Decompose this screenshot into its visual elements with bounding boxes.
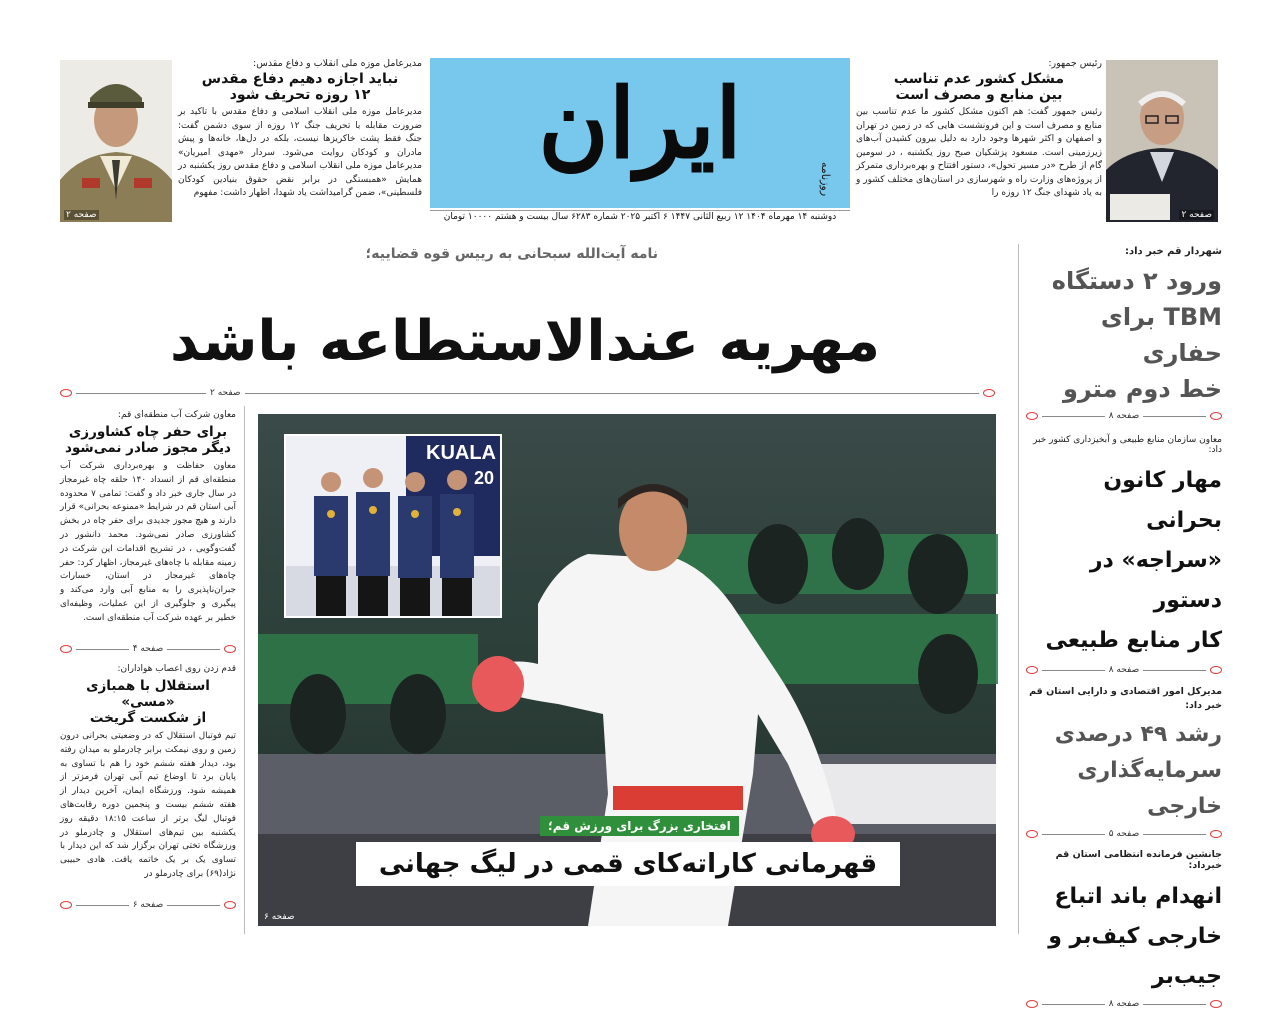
page-ref-diamond xyxy=(60,389,72,397)
right-item-kicker: مدیرکل امور اقتصادی و دارایی استان قم خبر داد: xyxy=(1029,686,1222,711)
left-item-headline-1: برای حفر چاه کشاورزی xyxy=(68,424,228,440)
divider-line xyxy=(167,649,220,650)
top-left-story xyxy=(178,58,422,228)
page-ref-diamond xyxy=(224,645,236,653)
page-ref-diamond xyxy=(1210,666,1222,674)
page-ref-photo[interactable]: صفحه ۶ xyxy=(264,912,295,922)
masthead-logo: ایران xyxy=(538,67,742,180)
top-right-headline-2[interactable]: بین منابع و مصرف است xyxy=(895,87,1063,103)
left-item-headline-2: از شکست گریخت xyxy=(89,710,207,726)
divider-line xyxy=(1143,670,1206,671)
top-left-headline-2[interactable]: ۱۲ روزه تحریف شود xyxy=(229,87,371,103)
inset-banner-text: KUALA xyxy=(426,442,496,464)
top-right-kicker: رئیس جمهور: xyxy=(1048,58,1102,69)
top-left-headline-1[interactable]: نباید اجازه دهیم دفاع مقدس xyxy=(201,71,399,87)
page-ref-diamond xyxy=(1026,1000,1038,1008)
left-column xyxy=(60,410,236,910)
main-kicker: نامه آیت‌الله سبحانی به رییس قوه قضاییه؛ xyxy=(365,246,658,262)
page-ref-main[interactable] xyxy=(60,388,995,398)
page-ref-label: صفحه ۸ xyxy=(1108,999,1140,1009)
left-item-body: معاون حفاظت و بهره‌برداری شرکت آب منطقه‌ای قم از انسداد ۱۴۰ حلقه چاه غیرمجاز در سال جاری خبر داد و گفت: تمامی ۷ محدوده آبی استان قم در شرایط «ممنوعه بحرانی» قرار دارند و هیچ مجوز جدیدی برای حفر چاه در بخش کشاورزی صادر نمی‌شود. محمد دانشور در گفت‌وگویی ، در تشریح اقدامات این شرکت در زمینه مقابله با چاه‌های غیرمجاز، اظهار کرد: حفر چاه‌های غیرمجاز در استان، خسارات جبران‌ناپذیری را به منابع آبی وارد می‌کند و پیگیری و جلوگیری از این عملیات، وظیفه‌ای خطیر بر عهده شرکت آب منطقه‌ای است. xyxy=(60,461,236,623)
page-ref-diamond xyxy=(1026,830,1038,838)
page-ref-right-2[interactable] xyxy=(1026,665,1222,675)
page-ref-diamond xyxy=(1026,666,1038,674)
divider-line xyxy=(1042,834,1105,835)
divider-line xyxy=(1143,1004,1206,1005)
photo-headline[interactable]: قهرمانی کاراته‌کای قمی در لیگ جهانی xyxy=(356,842,900,886)
right-item-headline-line: انهدام باند اتباع xyxy=(1054,884,1222,909)
page-ref-left-1[interactable] xyxy=(60,644,236,654)
podium-inset-photo[interactable] xyxy=(284,434,502,618)
right-item-kicker: جانشین فرمانده انتظامی استان قم خبرداد: xyxy=(1055,849,1222,871)
page-ref-diamond xyxy=(1210,830,1222,838)
page-ref-label: صفحه ۸ xyxy=(1108,411,1140,421)
left-item-headline-1: استقلال با همبازی «مسی» xyxy=(86,678,210,710)
right-item-headline-line: خط دوم مترو xyxy=(1062,375,1222,403)
page-ref-diamond xyxy=(224,901,236,909)
page-ref-diamond xyxy=(1026,412,1038,420)
page-ref-label: صفحه ۸ xyxy=(1108,665,1140,675)
left-item-esteghlal[interactable] xyxy=(60,664,236,910)
page-ref-diamond xyxy=(1210,412,1222,420)
divider-line xyxy=(1042,1004,1105,1005)
divider-line xyxy=(167,905,220,906)
photo-tag: افتخاری بزرگ برای ورزش قم؛ xyxy=(540,816,739,836)
divider-line xyxy=(245,393,979,394)
general-portrait xyxy=(60,60,172,222)
masthead[interactable] xyxy=(430,58,850,208)
inset-banner-text-2: 20 xyxy=(473,468,494,488)
right-column-divider xyxy=(1018,244,1019,934)
masthead-date-line: دوشنبه ۱۴ مهرماه ۱۴۰۴ ۱۲ ربیع الثانی ۱۴۴۷ ۶ اکتبر ۲۰۲۵ شماره ۶۲۸۳ سال بیست و هشتم ۱۰۰۰۰ تومان xyxy=(430,210,850,222)
right-item-headline-line: «سراجه» در دستور xyxy=(1089,548,1222,613)
divider-line xyxy=(1143,416,1206,417)
divider-line xyxy=(76,393,206,394)
page-ref-diamond xyxy=(1210,1000,1222,1008)
right-item-investment[interactable] xyxy=(1026,685,1222,839)
right-item-kicker: معاون سازمان منابع طبیعی و آبخیزداری کشور خبر داد: xyxy=(1033,435,1222,455)
president-portrait xyxy=(1106,60,1218,222)
page-ref-top-left[interactable]: صفحه ۲ xyxy=(66,210,97,220)
top-right-story xyxy=(856,58,1102,228)
left-column-divider xyxy=(244,406,245,934)
divider-line xyxy=(1143,834,1206,835)
right-item-serajeh[interactable] xyxy=(1026,435,1222,675)
page-ref-diamond xyxy=(60,645,72,653)
right-item-kicker: شهردار قم خبر داد: xyxy=(1124,246,1222,257)
divider-line xyxy=(76,649,129,650)
right-item-headline-line: ورود ۲ دستگاه xyxy=(1051,267,1222,295)
page-ref-diamond xyxy=(983,389,995,397)
top-left-body: مدیرعامل موزه ملی انقلاب اسلامی و دفاع مقدس با تاکید بر ضرورت مقابله با تحریف جنگ ۱۲ روزه از سوی دشمن گفت: جنگ فقط پشت خاکریزها نیست، بلکه در دل‌ها، خانه‌ها و پیش مادران و کودکان روایت می‌شود. سردار «مهدی امیریان» مدیرعامل موزه ملی انقلاب اسلامی و دفاع مقدس روز یکشنبه در همایش «همبستگی در برابر نقض حقوق بنیادین کودکان فلسطینی»، ضمن گرامیداشت یاد شهدا، اظهار داشت: مفهوم xyxy=(178,107,422,198)
left-item-kicker: قدم زدن روی اعصاب هواداران: xyxy=(117,664,236,674)
divider-line xyxy=(1042,670,1105,671)
left-item-kicker: معاون شرکت آب منطقه‌ای قم: xyxy=(117,410,236,420)
right-item-headline-line: مهار کانون بحرانی xyxy=(1103,468,1222,533)
karate-main-photo[interactable] xyxy=(258,414,996,926)
top-left-kicker: مدیرعامل موزه ملی انقلاب و دفاع مقدس: xyxy=(253,58,422,69)
masthead-subtitle: روزنامه xyxy=(819,162,832,197)
right-item-gang[interactable] xyxy=(1026,849,1222,1009)
divider-line xyxy=(76,905,129,906)
right-item-headline-line: رشد ۴۹ درصدی xyxy=(1054,722,1222,747)
page-ref-right-1[interactable] xyxy=(1026,411,1222,421)
left-item-headline-2: دیگر مجوز صادر نمی‌شود xyxy=(65,440,231,456)
right-item-headline-line: TBM برای حفاری xyxy=(1100,303,1222,367)
main-headline[interactable]: مهریه عندالاستطاعه باشد xyxy=(169,309,880,374)
page-ref-label: صفحه ۴ xyxy=(132,644,164,654)
page-ref-right-4[interactable] xyxy=(1026,999,1222,1009)
right-item-headline-line: خارجی کیف‌بر و xyxy=(1048,924,1222,949)
left-item-wells[interactable] xyxy=(60,410,236,654)
page-ref-right-3[interactable] xyxy=(1026,829,1222,839)
right-column xyxy=(1026,246,1222,1009)
left-item-body: تیم فوتبال استقلال که در وضعیتی بحرانی درون زمین و روی نیمکت برابر چادرملو به میدان رفته بود، دیدار هفته ششم خود را هم با تساوی به پایان برد تا اوضاع تیم آبی تهران فرمزتر از همیشه شود. ورزشگاه ایمان، آخرین دیدار از هفته ششم بیست و پنجمین دوره رقابت‌های فوتبال لیگ برتر از ساعت ۱۸:۱۵ دقیقه روز یکشنبه بین تیم‌های استقلال و چادرملو در ورزشگاه تختی تهران برگزار شد که این دیدار با تساوی یک بر یک خاتمه یافت. هادی حبیبی نژاد(۶۹) برای چادرملو در xyxy=(60,731,236,879)
page-ref-label: صفحه ۶ xyxy=(132,900,164,910)
top-right-body: رئیس جمهور گفت: هم اکنون مشکل کشور ما عدم تناسب بین منابع و مصرف است و این فرونشست هایی که در زمین در تهران و اصفهان و اکثر شهرها وجود دارد به دلیل بیرون کشیدن آب‌های زیرزمینی است. مسعود پزشکیان صبح روز یکشنبه ، در سومین گام از طرح «در مسیر تحول»، دستور افتتاح و بهره‌برداری متمرکز از پروژه‌های وزارت راه و شهرسازی در استان‌های مختلف کشور و به یاد شهدای جنگ ۱۲ روزه را xyxy=(856,107,1102,198)
divider-line xyxy=(1042,416,1105,417)
page-ref-diamond xyxy=(60,901,72,909)
page-ref-label: صفحه ۲ xyxy=(210,388,241,398)
page-ref-top-right[interactable]: صفحه ۲ xyxy=(1181,210,1212,220)
right-item-metro[interactable] xyxy=(1026,246,1222,421)
right-item-headline-line: جیب‌بر xyxy=(1151,964,1222,989)
top-right-headline-1[interactable]: مشکل کشور عدم تناسب xyxy=(893,71,1065,87)
page-ref-left-2[interactable] xyxy=(60,900,236,910)
right-item-headline-line: کار منابع طبیعی xyxy=(1045,628,1222,653)
right-item-headline-line: سرمایه‌گذاری خارجی xyxy=(1077,758,1222,819)
page-ref-label: صفحه ۵ xyxy=(1108,829,1140,839)
